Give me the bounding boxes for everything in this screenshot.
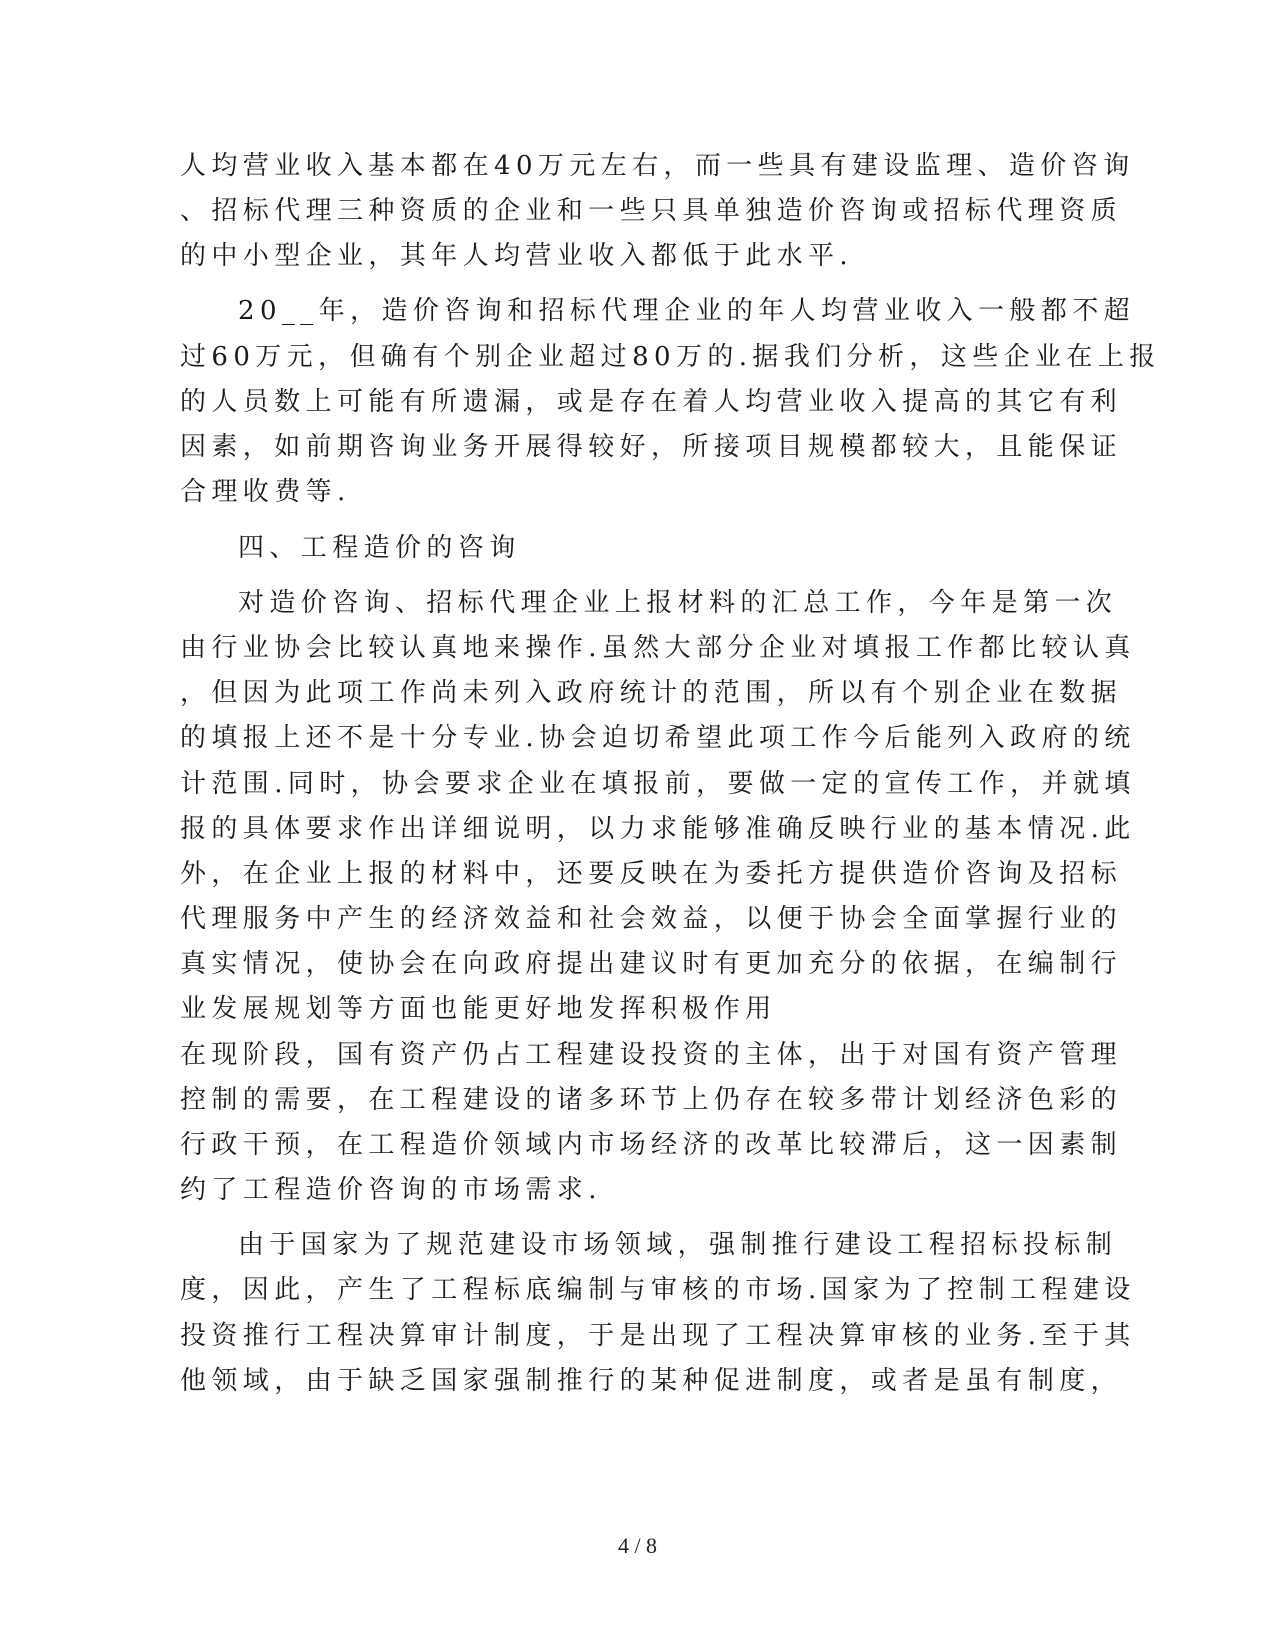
text-line: 的填报上还不是十分专业.协会迫切希望此项工作今后能列入政府的统 [180, 723, 1136, 753]
text-line: 由行业协会比较认真地来操作.虽然大部分企业对填报工作都比较认真 [180, 633, 1136, 663]
text-line: 真实情况，使协会在向政府提出建议时有更加充分的依据，在编制行 [180, 949, 1123, 979]
text-line: 计范围.同时，协会要求企业在填报前，要做一定的宣传工作，并就填 [180, 769, 1136, 799]
text-line: 过60万元，但确有个别企业超过80万的.据我们分析，这些企业在上报 [180, 342, 1161, 372]
text-line: 外，在企业上报的材料中，还要反映在为委托方提供造价咨询及招标 [180, 859, 1123, 889]
text-line: 约了工程造价咨询的市场需求. [180, 1175, 602, 1205]
text-line: 20__年，造价咨询和招标代理企业的年人均营业收入一般都不超 [238, 296, 1136, 326]
text-line: 的中小型企业，其年人均营业收入都低于此水平. [180, 241, 854, 271]
text-line: 合理收费等. [180, 477, 351, 507]
text-line: 在现阶段，国有资产仍占工程建设投资的主体，出于对国有资产管理 [180, 1040, 1123, 1070]
text-line: 人均营业收入基本都在40万元左右，而一些具有建设监理、造价咨询 [180, 151, 1135, 181]
text-line: 的人员数上可能有所遗漏，或是存在着人均营业收入提高的其它有利 [180, 387, 1123, 417]
text-line: 对造价咨询、招标代理企业上报材料的汇总工作，今年是第一次 [238, 588, 1118, 618]
text-line: 业发展规划等方面也能更好地发挥积极作用 [180, 994, 777, 1024]
text-line: 由于国家为了规范建设市场领域，强制推行建设工程招标投标制 [238, 1230, 1118, 1260]
text-line: 控制的需要，在工程建设的诸多环节上仍存在较多带计划经济色彩的 [180, 1085, 1123, 1115]
text-line: 、招标代理三种资质的企业和一些只具单独造价咨询或招标代理资质 [180, 196, 1123, 226]
text-line: ，但因为此项工作尚未列入政府统计的范围，所以有个别企业在数据 [180, 678, 1123, 708]
text-line: 他领域，由于缺乏国家强制推行的某种促进制度，或者是虽有制度， [180, 1366, 1123, 1396]
section-heading: 四、工程造价的咨询 [238, 533, 521, 563]
text-line: 度，因此，产生了工程标底编制与审核的市场.国家为了控制工程建设 [180, 1275, 1136, 1305]
text-line: 报的具体要求作出详细说明，以力求能够准确反映行业的基本情况.此 [180, 814, 1136, 844]
page-number: 4 / 8 [617, 1533, 658, 1558]
text-line: 行政干预，在工程造价领域内市场经济的改革比较滞后，这一因素制 [180, 1130, 1123, 1160]
text-line: 代理服务中产生的经济效益和社会效益，以便于协会全面掌握行业的 [180, 904, 1123, 934]
text-line: 投资推行工程决算审计制度，于是出现了工程决算审核的业务.至于其 [180, 1321, 1136, 1351]
text-line: 因素，如前期咨询业务开展得较好，所接项目规模都较大，且能保证 [180, 432, 1123, 462]
